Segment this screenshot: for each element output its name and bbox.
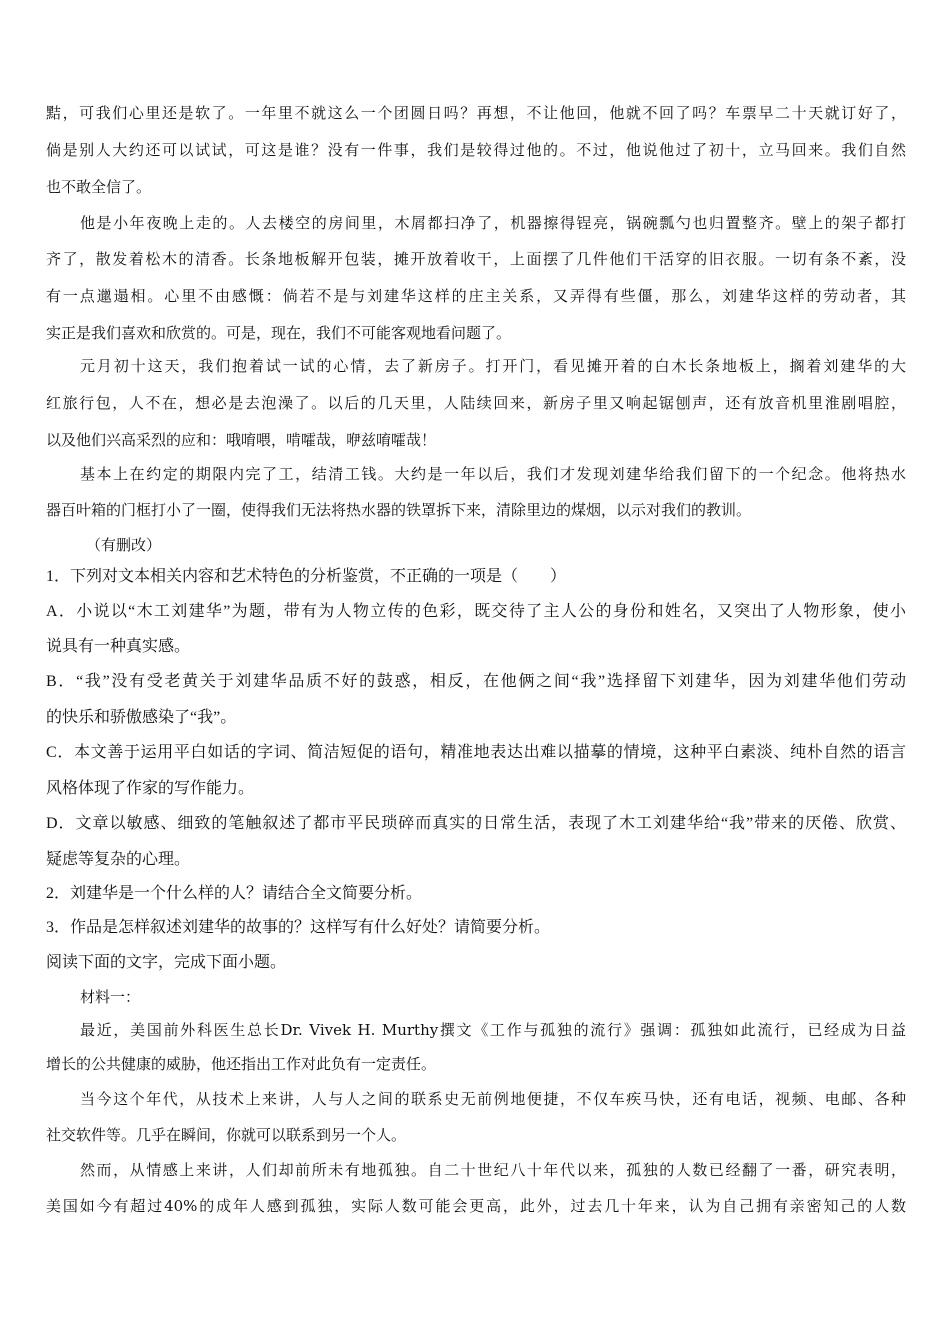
option-d: D．文章以敏感、细致的笔触叙述了都市平民琐碎而真实的日常生活，表现了木工刘建华给“我”带来的厌倦、欣赏、 bbox=[46, 815, 906, 832]
option-c: C．本文善于运用平白如话的字词、简洁短促的语句，精准地表达出难以描摹的情境，这种平白素淡、纯朴自然的语言 bbox=[46, 744, 906, 761]
material-line: 增长的公共健康的威胁，他还指出工作对此负有一定责任。 bbox=[46, 1055, 437, 1073]
option-b: B．“我”没有受老黄关于刘建华品质不好的鼓惑，相反，在他俩之间“我”选择留下刘建华，因为刘建华他们劳动 bbox=[46, 673, 906, 690]
story-line: 有一点邋遢相。心里不由感慨：倘若不是与刘建华这样的庄主关系，又弄得有些僵，那么，刘建华这样的劳动者，其 bbox=[46, 287, 906, 305]
question-1: 1．下列对文本相关内容和艺术特色的分析鉴赏，不正确的一项是（ ） bbox=[46, 568, 567, 585]
source-note: （有删改） bbox=[86, 536, 162, 554]
option-c-cont: 风格体现了作家的写作能力。 bbox=[46, 780, 255, 797]
material-line: 当今这个年代，从技术上来讲，人与人之间的联系史无前例地便捷，不仅车疾马快，还有电话，视频、电邮、各种 bbox=[80, 1090, 906, 1108]
reading-instruction: 阅读下面的文字，完成下面小题。 bbox=[46, 954, 287, 971]
option-a: A．小说以“木工刘建华”为题，带有为人物立传的色彩，既交待了主人公的身份和姓名，又突出了人物形象，使小 bbox=[46, 603, 906, 620]
story-line: 黠，可我们心里还是软了。一年里不就这么一个团圆日吗？再想，不让他回，他就不回了吗？车票早二十天就订好了， bbox=[46, 104, 906, 122]
story-line: 齐了，散发着松木的清香。长条地板解开包装，摊开放着收干，上面摆了几件他们干活穿的旧衣服。一切有条不紊，没 bbox=[46, 250, 906, 268]
question-3: 3．作品是怎样叙述刘建华的故事的？这样写有什么好处？请简要分析。 bbox=[46, 919, 551, 936]
story-line: 基本上在约定的期限内完了工，结清工钱。大约是一年以后，我们才发现刘建华给我们留下的一个纪念。他将热水 bbox=[80, 465, 906, 483]
material-line: 最近，美国前外科医生总长Dr. Vivek H. Murthy撰文《工作与孤独的流行》强调：孤独如此流行，已经成为日益 bbox=[80, 1021, 906, 1039]
story-line: 红旅行包，人不在，想必是去泡澡了。以后的几天里，人陆续回来，新房子里又响起锯刨声，还有放音机里淮剧唱腔， bbox=[46, 394, 906, 412]
story-line: 他是小年夜晚上走的。人去楼空的房间里，木屑都扫净了，机器擦得锃亮，锅碗瓢勺也归置整齐。壁上的架子都打 bbox=[80, 214, 906, 232]
material-line: 社交软件等。几乎在瞬间，你就可以联系到另一个人。 bbox=[46, 1126, 407, 1144]
question-2: 2．刘建华是一个什么样的人？请结合全文简要分析。 bbox=[46, 885, 423, 902]
option-d-cont: 疑虑等复杂的心理。 bbox=[46, 851, 191, 868]
material-line: 然而，从情感上来讲，人们却前所未有地孤独。自二十世纪八十年代以来，孤独的人数已经翻了一番，研究表明， bbox=[80, 1161, 906, 1179]
story-line: 也不敢全信了。 bbox=[46, 178, 152, 196]
story-line: 器百叶箱的门框打小了一圈，使得我们无法将热水器的铁罩拆下来，清除里边的煤烟，以示对我们的教训。 bbox=[46, 501, 752, 519]
option-a-cont: 说具有一种真实感。 bbox=[46, 638, 191, 655]
story-line: 倘是别人大约还可以试试，可这是谁？没有一件事，我们是较得过他的。不过，他说他过了初十，立马回来。我们自然 bbox=[46, 141, 906, 159]
story-line: 以及他们兴高采烈的应和：哦唷喂，啃嚯哉，咿兹唷嚯哉！ bbox=[46, 431, 437, 449]
story-line: 实正是我们喜欢和欣赏的。可是，现在，我们不可能客观地看问题了。 bbox=[46, 324, 512, 342]
material-heading: 材料一： bbox=[80, 988, 141, 1006]
story-line: 元月初十这天，我们抱着试一试的心情，去了新房子。打开门，看见摊开着的白木长条地板上，搁着刘建华的大 bbox=[80, 357, 906, 375]
option-b-cont: 的快乐和骄傲感染了“我”。 bbox=[46, 709, 237, 726]
material-line: 美国如今有超过40%的成年人感到孤独，实际人数可能会更高，此外，过去几十年来，认为自己拥有亲密知己的人数 bbox=[46, 1197, 906, 1215]
